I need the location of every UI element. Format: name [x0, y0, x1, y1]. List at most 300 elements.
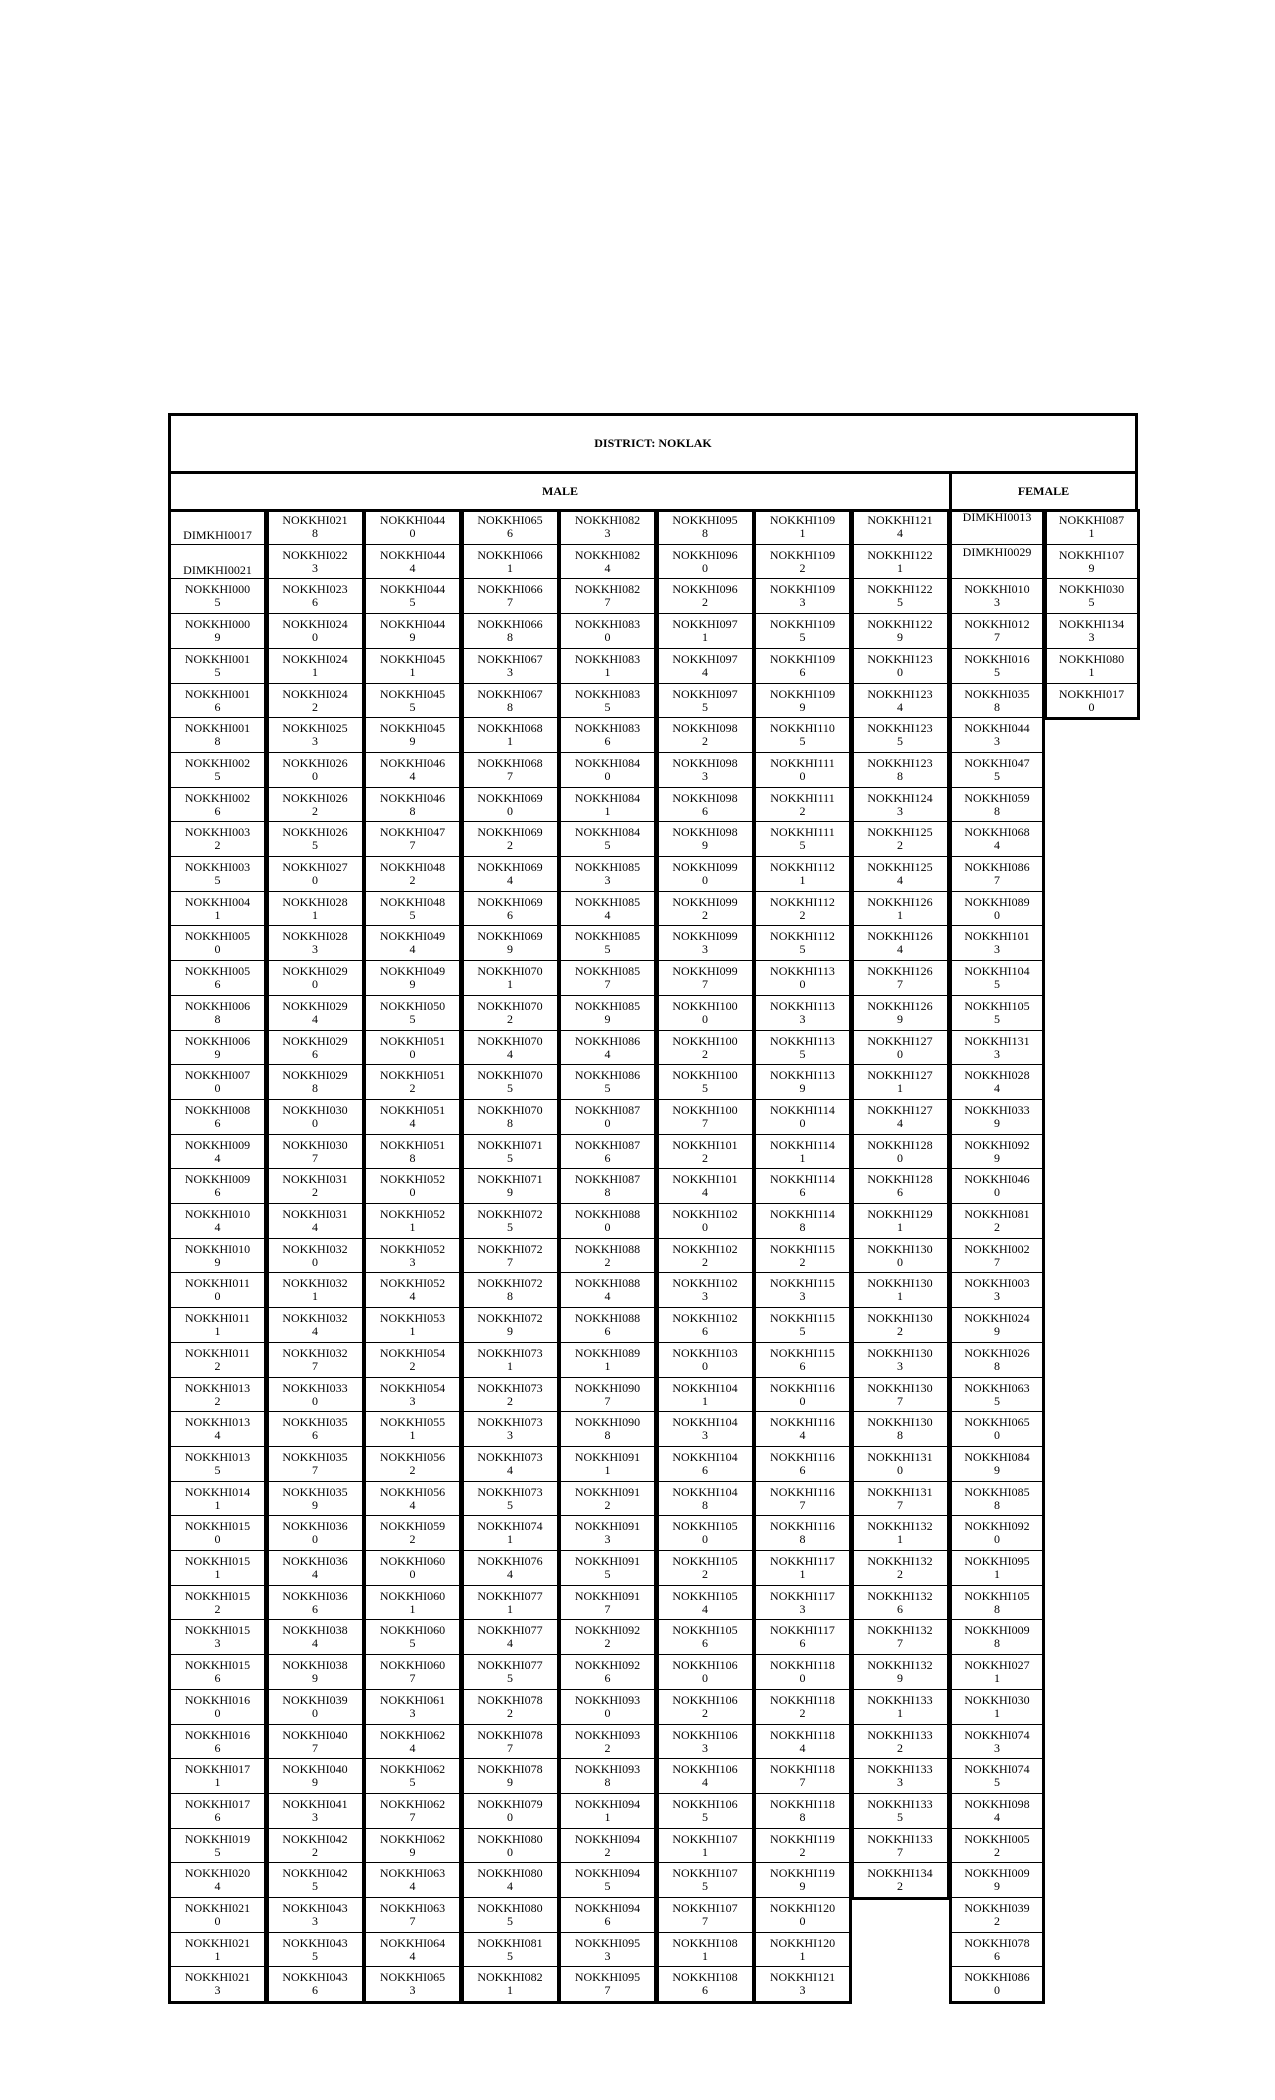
male-roll-cell: NOKKHI071 9: [461, 1168, 560, 1204]
male-roll-cell: NOKKHI107 5: [656, 1862, 755, 1898]
male-roll-cell: NOKKHI000 9: [168, 613, 267, 649]
male-roll-cell: NOKKHI072 9: [461, 1307, 560, 1343]
male-roll-cell: NOKKHI001 5: [168, 648, 267, 684]
male-roll-cell: NOKKHI035 9: [266, 1481, 365, 1517]
male-roll-cell: NOKKHI043 3: [266, 1897, 365, 1933]
male-roll-cell: NOKKHI055 1: [363, 1411, 462, 1447]
male-roll-cell: NOKKHI011 0: [168, 1272, 267, 1308]
female-roll-cell: NOKKHI105 5: [949, 995, 1045, 1031]
female-roll-cell: NOKKHI027 1: [949, 1654, 1045, 1690]
male-roll-cell: NOKKHI060 7: [363, 1654, 462, 1690]
male-roll-cell: NOKKHI118 7: [753, 1758, 852, 1794]
male-roll-cell: NOKKHI083 0: [558, 613, 657, 649]
male-roll-cell: NOKKHI083 5: [558, 683, 657, 719]
male-roll-cell: NOKKHI016 6: [168, 1724, 267, 1760]
male-roll-cell: NOKKHI130 8: [851, 1411, 950, 1447]
male-roll-cell: NOKKHI087 0: [558, 1099, 657, 1135]
male-roll-cell: NOKKHI014 1: [168, 1481, 267, 1517]
male-roll-cell: NOKKHI049 9: [363, 960, 462, 996]
male-roll-cell: NOKKHI093 8: [558, 1758, 657, 1794]
male-roll-cell: NOKKHI083 1: [558, 648, 657, 684]
male-roll-cell: NOKKHI073 2: [461, 1377, 560, 1413]
male-roll-cell: NOKKHI029 6: [266, 1030, 365, 1066]
male-roll-cell: NOKKHI107 7: [656, 1897, 755, 1933]
male-roll-cell: NOKKHI069 6: [461, 891, 560, 927]
male-roll-cell: NOKKHI079 0: [461, 1793, 560, 1829]
male-roll-cell: NOKKHI053 1: [363, 1307, 462, 1343]
male-roll-cell: NOKKHI061 3: [363, 1689, 462, 1725]
male-roll-cell: NOKKHI123 8: [851, 752, 950, 788]
male-roll-cell: NOKKHI113 5: [753, 1030, 852, 1066]
male-roll-cell: NOKKHI065 3: [363, 1966, 462, 2002]
male-roll-cell: NOKKHI013 4: [168, 1411, 267, 1447]
male-roll-cell: NOKKHI130 7: [851, 1377, 950, 1413]
male-roll-cell: NOKKHI127 1: [851, 1064, 950, 1100]
male-roll-cell: NOKKHI015 2: [168, 1585, 267, 1621]
male-roll-cell: NOKKHI126 9: [851, 995, 950, 1031]
male-roll-cell: NOKKHI032 7: [266, 1342, 365, 1378]
male-roll-cell: NOKKHI069 2: [461, 821, 560, 857]
male-roll-cell: NOKKHI009 4: [168, 1134, 267, 1170]
male-roll-cell: NOKKHI114 6: [753, 1168, 852, 1204]
male-roll-cell: NOKKHI009 6: [168, 1168, 267, 1204]
male-roll-cell: NOKKHI121 4: [851, 509, 950, 545]
female-header: FEMALE: [949, 471, 1138, 512]
male-roll-cell: NOKKHI115 6: [753, 1342, 852, 1378]
male-roll-cell: NOKKHI026 5: [266, 821, 365, 857]
male-roll-cell: NOKKHI028 3: [266, 925, 365, 961]
male-roll-cell: NOKKHI036 0: [266, 1515, 365, 1551]
male-roll-cell: NOKKHI003 5: [168, 856, 267, 892]
male-roll-cell: NOKKHI130 0: [851, 1238, 950, 1274]
male-roll-cell: NOKKHI117 1: [753, 1550, 852, 1586]
male-roll-cell: NOKKHI056 4: [363, 1481, 462, 1517]
male-roll-cell: NOKKHI097 5: [656, 683, 755, 719]
male-roll-cell: NOKKHI074 1: [461, 1515, 560, 1551]
male-roll-cell: NOKKHI010 4: [168, 1203, 267, 1239]
male-roll-cell: NOKKHI039 0: [266, 1689, 365, 1725]
female-roll-cell: NOKKHI024 9: [949, 1307, 1045, 1343]
male-roll-cell: NOKKHI015 6: [168, 1654, 267, 1690]
male-roll-cell: NOKKHI102 3: [656, 1272, 755, 1308]
male-roll-cell: NOKKHI063 7: [363, 1897, 462, 1933]
male-roll-cell: NOKKHI021 8: [266, 509, 365, 545]
male-roll-cell: NOKKHI098 6: [656, 787, 755, 823]
male-roll-cell: NOKKHI024 0: [266, 613, 365, 649]
male-roll-cell: NOKKHI021 3: [168, 1966, 267, 2002]
male-roll-cell: NOKKHI132 1: [851, 1515, 950, 1551]
male-roll-cell: NOKKHI029 4: [266, 995, 365, 1031]
male-roll-cell: NOKKHI102 0: [656, 1203, 755, 1239]
male-roll-cell: NOKKHI040 7: [266, 1724, 365, 1760]
district-title: DISTRICT: NOKLAK: [168, 413, 1138, 474]
female-roll-cell: NOKKHI010 3: [949, 578, 1045, 614]
male-roll-cell: NOKKHI065 6: [461, 509, 560, 545]
male-roll-cell: NOKKHI098 2: [656, 717, 755, 753]
male-roll-cell: NOKKHI006 8: [168, 995, 267, 1031]
female-roll-cell: NOKKHI068 4: [949, 821, 1045, 857]
male-roll-cell: NOKKHI132 7: [851, 1619, 950, 1655]
male-roll-cell: NOKKHI003 2: [168, 821, 267, 857]
male-roll-cell: NOKKHI091 3: [558, 1515, 657, 1551]
male-roll-cell: NOKKHI103 0: [656, 1342, 755, 1378]
male-roll-cell: NOKKHI111 0: [753, 752, 852, 788]
male-header: MALE: [168, 471, 952, 512]
male-roll-cell: NOKKHI044 4: [363, 544, 462, 580]
male-roll-cell: NOKKHI109 9: [753, 683, 852, 719]
male-roll-cell: NOKKHI001 8: [168, 717, 267, 753]
male-roll-cell: NOKKHI132 2: [851, 1550, 950, 1586]
female-roll-cell: NOKKHI016 5: [949, 648, 1045, 684]
male-roll-cell: NOKKHI059 2: [363, 1515, 462, 1551]
male-roll-cell: NOKKHI043 6: [266, 1966, 365, 2002]
female-roll-cell: NOKKHI028 4: [949, 1064, 1045, 1100]
male-roll-cell: NOKKHI101 2: [656, 1134, 755, 1170]
male-roll-cell: NOKKHI021 0: [168, 1897, 267, 1933]
male-roll-cell: NOKKHI000 5: [168, 578, 267, 614]
male-roll-cell: NOKKHI126 7: [851, 960, 950, 996]
male-roll-cell: NOKKHI099 0: [656, 856, 755, 892]
male-roll-cell: NOKKHI085 5: [558, 925, 657, 961]
male-roll-cell: NOKKHI017 6: [168, 1793, 267, 1829]
male-roll-cell: NOKKHI062 9: [363, 1828, 462, 1864]
male-roll-cell: NOKKHI066 1: [461, 544, 560, 580]
male-roll-cell: NOKKHI116 8: [753, 1515, 852, 1551]
male-roll-cell: NOKKHI032 0: [266, 1238, 365, 1274]
male-roll-cell: NOKKHI013 2: [168, 1377, 267, 1413]
male-roll-cell: NOKKHI060 1: [363, 1585, 462, 1621]
female-roll-cell: NOKKHI047 5: [949, 752, 1045, 788]
female-roll-cell: NOKKHI009 9: [949, 1862, 1045, 1898]
male-roll-cell: NOKKHI027 0: [266, 856, 365, 892]
female-roll-cell: NOKKHI104 5: [949, 960, 1045, 996]
male-roll-cell: NOKKHI051 8: [363, 1134, 462, 1170]
male-roll-cell: NOKKHI068 7: [461, 752, 560, 788]
male-roll-cell: NOKKHI017 1: [168, 1758, 267, 1794]
female-roll-cell: NOKKHI030 5: [1044, 578, 1140, 614]
female-roll-cell: NOKKHI059 8: [949, 787, 1045, 823]
male-roll-cell: NOKKHI048 2: [363, 856, 462, 892]
male-roll-cell: NOKKHI054 2: [363, 1342, 462, 1378]
male-roll-cell: NOKKHI042 2: [266, 1828, 365, 1864]
male-roll-cell: NOKKHI133 3: [851, 1758, 950, 1794]
male-roll-cell: NOKKHI096 2: [656, 578, 755, 614]
male-roll-cell: NOKKHI125 4: [851, 856, 950, 892]
male-roll-cell: NOKKHI129 1: [851, 1203, 950, 1239]
male-roll-cell: NOKKHI087 6: [558, 1134, 657, 1170]
male-roll-cell: NOKKHI045 5: [363, 683, 462, 719]
male-roll-cell: NOKKHI070 2: [461, 995, 560, 1031]
male-roll-cell: NOKKHI031 2: [266, 1168, 365, 1204]
male-roll-cell: NOKKHI099 3: [656, 925, 755, 961]
male-roll-cell: NOKKHI069 4: [461, 856, 560, 892]
male-roll-cell: NOKKHI091 1: [558, 1446, 657, 1482]
female-roll-cell: NOKKHI081 2: [949, 1203, 1045, 1239]
female-roll-cell: DIMKHI0029: [949, 544, 1045, 580]
male-roll-cell: NOKKHI071 5: [461, 1134, 560, 1170]
male-roll-cell: NOKKHI110 5: [753, 717, 852, 753]
male-roll-cell: NOKKHI035 7: [266, 1446, 365, 1482]
male-roll-cell: NOKKHI104 3: [656, 1411, 755, 1447]
male-roll-cell: NOKKHI080 4: [461, 1862, 560, 1898]
male-roll-cell: NOKKHI115 5: [753, 1307, 852, 1343]
male-roll-cell: NOKKHI052 1: [363, 1203, 462, 1239]
male-roll-cell: NOKKHI080 0: [461, 1828, 560, 1864]
male-roll-cell: NOKKHI062 4: [363, 1724, 462, 1760]
male-roll-cell: NOKKHI085 3: [558, 856, 657, 892]
male-roll-cell: NOKKHI020 4: [168, 1862, 267, 1898]
male-roll-cell: NOKKHI100 0: [656, 995, 755, 1031]
male-roll-cell: NOKKHI118 8: [753, 1793, 852, 1829]
male-roll-cell: NOKKHI066 7: [461, 578, 560, 614]
male-roll-cell: NOKKHI094 6: [558, 1897, 657, 1933]
male-roll-cell: NOKKHI042 5: [266, 1862, 365, 1898]
male-roll-cell: NOKKHI049 4: [363, 925, 462, 961]
male-roll-cell: NOKKHI120 1: [753, 1932, 852, 1968]
male-roll-cell: NOKKHI008 6: [168, 1099, 267, 1135]
male-roll-cell: NOKKHI097 4: [656, 648, 755, 684]
male-roll-cell: NOKKHI033 0: [266, 1377, 365, 1413]
male-roll-cell: NOKKHI092 6: [558, 1654, 657, 1690]
male-roll-cell: NOKKHI088 6: [558, 1307, 657, 1343]
male-roll-cell: NOKKHI044 9: [363, 613, 462, 649]
male-roll-cell: NOKKHI013 5: [168, 1446, 267, 1482]
male-roll-cell: NOKKHI095 3: [558, 1932, 657, 1968]
male-roll-cell: NOKKHI112 1: [753, 856, 852, 892]
male-roll-cell: NOKKHI084 1: [558, 787, 657, 823]
male-roll-cell: NOKKHI056 2: [363, 1446, 462, 1482]
male-roll-cell: NOKKHI094 5: [558, 1862, 657, 1898]
male-roll-cell: NOKKHI111 2: [753, 787, 852, 823]
male-roll-cell: NOKKHI099 7: [656, 960, 755, 996]
male-roll-cell: NOKKHI122 5: [851, 578, 950, 614]
male-roll-cell: NOKKHI121 3: [753, 1966, 852, 2002]
female-roll-cell: NOKKHI086 7: [949, 856, 1045, 892]
male-roll-cell: NOKKHI111 5: [753, 821, 852, 857]
male-roll-cell: NOKKHI088 4: [558, 1272, 657, 1308]
male-roll-cell: NOKKHI052 0: [363, 1168, 462, 1204]
male-roll-cell: NOKKHI085 4: [558, 891, 657, 927]
male-roll-cell: NOKKHI130 3: [851, 1342, 950, 1378]
male-roll-cell: NOKKHI115 2: [753, 1238, 852, 1274]
male-roll-cell: NOKKHI082 7: [558, 578, 657, 614]
female-roll-cell: NOKKHI089 0: [949, 891, 1045, 927]
female-roll-cell: NOKKHI131 3: [949, 1030, 1045, 1066]
male-roll-cell: NOKKHI060 5: [363, 1619, 462, 1655]
male-roll-cell: NOKKHI096 0: [656, 544, 755, 580]
male-roll-cell: NOKKHI083 6: [558, 717, 657, 753]
male-roll-cell: NOKKHI045 1: [363, 648, 462, 684]
female-roll-cell: NOKKHI002 7: [949, 1238, 1045, 1274]
male-roll-cell: NOKKHI022 3: [266, 544, 365, 580]
female-roll-cell: NOKKHI030 1: [949, 1689, 1045, 1725]
male-roll-cell: NOKKHI029 0: [266, 960, 365, 996]
male-roll-cell: NOKKHI101 4: [656, 1168, 755, 1204]
female-roll-cell: NOKKHI092 9: [949, 1134, 1045, 1170]
male-roll-cell: NOKKHI052 4: [363, 1272, 462, 1308]
male-roll-cell: NOKKHI118 2: [753, 1689, 852, 1725]
female-roll-cell: NOKKHI065 0: [949, 1411, 1045, 1447]
female-roll-cell: NOKKHI003 3: [949, 1272, 1045, 1308]
male-roll-cell: NOKKHI107 1: [656, 1828, 755, 1864]
male-roll-cell: NOKKHI030 7: [266, 1134, 365, 1170]
male-roll-cell: NOKKHI077 4: [461, 1619, 560, 1655]
male-roll-cell: NOKKHI108 6: [656, 1966, 755, 2002]
male-roll-cell: NOKKHI133 1: [851, 1689, 950, 1725]
male-roll-cell: NOKKHI029 8: [266, 1064, 365, 1100]
male-roll-cell: NOKKHI116 6: [753, 1446, 852, 1482]
male-roll-cell: NOKKHI104 1: [656, 1377, 755, 1413]
male-roll-cell: NOKKHI088 0: [558, 1203, 657, 1239]
male-roll-cell: NOKKHI085 7: [558, 960, 657, 996]
male-roll-cell: NOKKHI124 3: [851, 787, 950, 823]
male-roll-cell: NOKKHI132 9: [851, 1654, 950, 1690]
male-roll-cell: NOKKHI106 0: [656, 1654, 755, 1690]
male-roll-cell: NOKKHI081 5: [461, 1932, 560, 1968]
male-roll-cell: NOKKHI113 3: [753, 995, 852, 1031]
male-roll-cell: NOKKHI036 6: [266, 1585, 365, 1621]
male-roll-cell: NOKKHI031 4: [266, 1203, 365, 1239]
male-roll-cell: NOKKHI130 1: [851, 1272, 950, 1308]
male-roll-cell: NOKKHI116 0: [753, 1377, 852, 1413]
male-roll-cell: NOKKHI030 0: [266, 1099, 365, 1135]
male-roll-cell: NOKKHI073 4: [461, 1446, 560, 1482]
male-roll-cell: NOKKHI015 3: [168, 1619, 267, 1655]
male-roll-cell: NOKKHI106 3: [656, 1724, 755, 1760]
male-roll-cell: NOKKHI109 5: [753, 613, 852, 649]
male-roll-cell: NOKKHI095 7: [558, 1966, 657, 2002]
male-roll-cell: NOKKHI089 1: [558, 1342, 657, 1378]
male-roll-cell: NOKKHI045 9: [363, 717, 462, 753]
male-roll-cell: NOKKHI123 5: [851, 717, 950, 753]
male-roll-cell: NOKKHI120 0: [753, 1897, 852, 1933]
female-roll-cell: NOKKHI085 8: [949, 1481, 1045, 1517]
male-roll-cell: NOKKHI047 7: [363, 821, 462, 857]
male-roll-cell: NOKKHI040 9: [266, 1758, 365, 1794]
male-roll-cell: NOKKHI026 2: [266, 787, 365, 823]
male-roll-cell: NOKKHI073 1: [461, 1342, 560, 1378]
male-roll-cell: NOKKHI132 6: [851, 1585, 950, 1621]
male-roll-cell: NOKKHI005 6: [168, 960, 267, 996]
male-roll-cell: NOKKHI114 0: [753, 1099, 852, 1135]
male-roll-cell: NOKKHI019 5: [168, 1828, 267, 1864]
male-roll-cell: NOKKHI006 9: [168, 1030, 267, 1066]
female-roll-cell: NOKKHI046 0: [949, 1168, 1045, 1204]
male-roll-cell: NOKKHI062 5: [363, 1758, 462, 1794]
male-roll-cell: NOKKHI052 3: [363, 1238, 462, 1274]
female-roll-cell: NOKKHI080 1: [1044, 648, 1140, 684]
male-roll-cell: NOKKHI082 3: [558, 509, 657, 545]
male-roll-cell: NOKKHI051 4: [363, 1099, 462, 1135]
male-roll-cell: NOKKHI126 4: [851, 925, 950, 961]
female-roll-cell: NOKKHI092 0: [949, 1515, 1045, 1551]
male-roll-cell: NOKKHI133 5: [851, 1793, 950, 1829]
male-roll-cell: NOKKHI011 1: [168, 1307, 267, 1343]
male-roll-cell: NOKKHI133 2: [851, 1724, 950, 1760]
female-roll-cell: NOKKHI087 1: [1044, 509, 1140, 545]
male-roll-cell: NOKKHI002 6: [168, 787, 267, 823]
male-roll-cell: NOKKHI118 0: [753, 1654, 852, 1690]
male-roll-cell: NOKKHI078 7: [461, 1724, 560, 1760]
male-roll-cell: NOKKHI090 7: [558, 1377, 657, 1413]
male-roll-cell: NOKKHI133 7: [851, 1828, 950, 1864]
male-roll-cell: NOKKHI131 7: [851, 1481, 950, 1517]
male-roll-cell: NOKKHI088 2: [558, 1238, 657, 1274]
female-roll-cell: NOKKHI095 1: [949, 1550, 1045, 1586]
female-roll-cell: NOKKHI107 9: [1044, 544, 1140, 580]
male-roll-cell: NOKKHI024 1: [266, 648, 365, 684]
male-roll-cell: NOKKHI041 3: [266, 1793, 365, 1829]
male-roll-cell: NOKKHI082 4: [558, 544, 657, 580]
male-roll-cell: NOKKHI073 5: [461, 1481, 560, 1517]
male-roll-cell: NOKKHI060 0: [363, 1550, 462, 1586]
male-roll-cell: NOKKHI097 1: [656, 613, 755, 649]
male-roll-cell: NOKKHI064 4: [363, 1932, 462, 1968]
male-roll-cell: NOKKHI134 2: [851, 1862, 950, 1898]
male-roll-cell: NOKKHI094 1: [558, 1793, 657, 1829]
male-roll-cell: NOKKHI105 4: [656, 1585, 755, 1621]
male-roll-cell: NOKKHI024 2: [266, 683, 365, 719]
male-roll-cell: NOKKHI077 5: [461, 1654, 560, 1690]
male-roll-cell: NOKKHI069 9: [461, 925, 560, 961]
male-roll-cell: NOKKHI044 0: [363, 509, 462, 545]
male-roll-cell: NOKKHI007 0: [168, 1064, 267, 1100]
male-roll-cell: NOKKHI054 3: [363, 1377, 462, 1413]
male-roll-cell: NOKKHI093 0: [558, 1689, 657, 1725]
male-roll-cell: NOKKHI127 0: [851, 1030, 950, 1066]
male-roll-cell: NOKKHI109 6: [753, 648, 852, 684]
male-roll-cell: NOKKHI123 4: [851, 683, 950, 719]
male-roll-cell: NOKKHI072 7: [461, 1238, 560, 1274]
male-roll-cell: NOKKHI105 2: [656, 1550, 755, 1586]
male-roll-cell: NOKKHI106 2: [656, 1689, 755, 1725]
male-roll-cell: NOKKHI032 1: [266, 1272, 365, 1308]
male-roll-cell: NOKKHI091 5: [558, 1550, 657, 1586]
male-roll-cell: NOKKHI091 7: [558, 1585, 657, 1621]
male-roll-cell: NOKKHI131 0: [851, 1446, 950, 1482]
male-roll-cell: NOKKHI072 8: [461, 1272, 560, 1308]
female-roll-cell: NOKKHI033 9: [949, 1099, 1045, 1135]
female-roll-cell: NOKKHI044 3: [949, 717, 1045, 753]
male-roll-cell: NOKKHI032 4: [266, 1307, 365, 1343]
female-roll-cell: NOKKHI105 8: [949, 1585, 1045, 1621]
male-roll-cell: NOKKHI078 9: [461, 1758, 560, 1794]
male-roll-cell: NOKKHI078 2: [461, 1689, 560, 1725]
male-roll-cell: NOKKHI073 3: [461, 1411, 560, 1447]
male-roll-cell: NOKKHI025 3: [266, 717, 365, 753]
female-roll-cell: NOKKHI012 7: [949, 613, 1045, 649]
male-roll-cell: NOKKHI086 4: [558, 1030, 657, 1066]
male-roll-cell: NOKKHI117 6: [753, 1619, 852, 1655]
male-roll-cell: NOKKHI087 8: [558, 1168, 657, 1204]
male-roll-cell: NOKKHI092 2: [558, 1619, 657, 1655]
male-roll-cell: NOKKHI109 3: [753, 578, 852, 614]
female-roll-cell: NOKKHI086 0: [949, 1966, 1045, 2002]
male-roll-cell: NOKKHI076 4: [461, 1550, 560, 1586]
male-roll-cell: NOKKHI036 4: [266, 1550, 365, 1586]
male-roll-cell: NOKKHI002 5: [168, 752, 267, 788]
male-roll-cell: NOKKHI094 2: [558, 1828, 657, 1864]
male-roll-cell: NOKKHI046 4: [363, 752, 462, 788]
male-roll-cell: NOKKHI050 5: [363, 995, 462, 1031]
male-roll-cell: NOKKHI109 1: [753, 509, 852, 545]
female-roll-cell: NOKKHI098 4: [949, 1793, 1045, 1829]
male-roll-cell: NOKKHI102 6: [656, 1307, 755, 1343]
male-roll-cell: NOKKHI080 5: [461, 1897, 560, 1933]
male-roll-cell: NOKKHI067 3: [461, 648, 560, 684]
male-roll-cell: NOKKHI098 9: [656, 821, 755, 857]
male-roll-cell: NOKKHI004 1: [168, 891, 267, 927]
